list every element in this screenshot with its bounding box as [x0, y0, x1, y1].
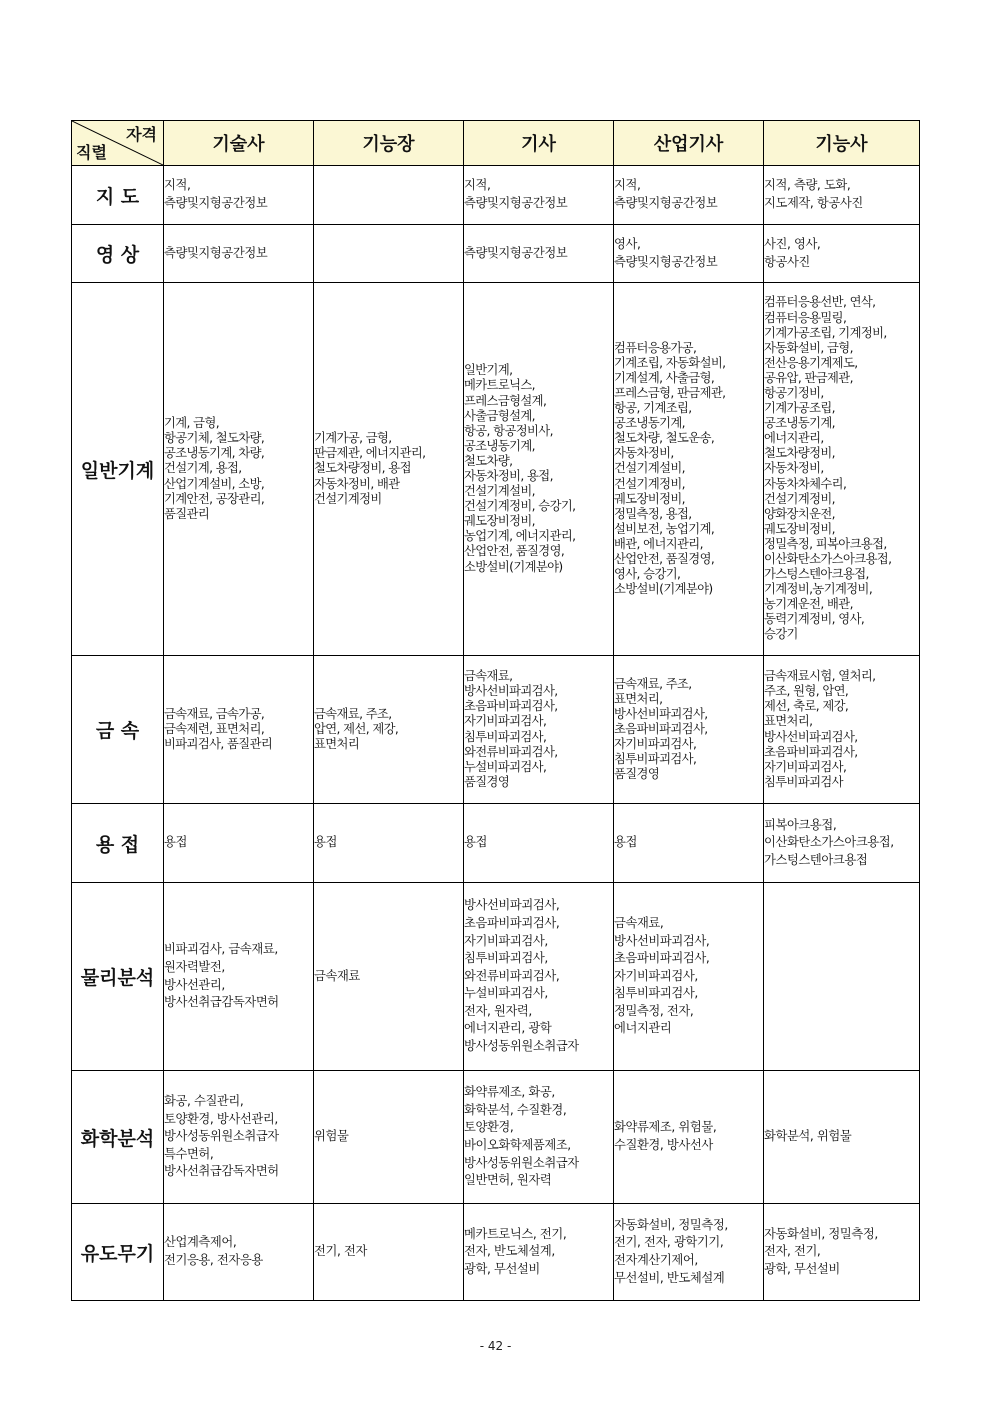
table-cell: 전기, 전자 — [314, 1204, 464, 1301]
corner-label-job-series: 직렬 — [76, 143, 107, 162]
table-cell: 화학분석, 위험물 — [764, 1071, 920, 1204]
table-cell: 메카트로닉스, 전기, 전자, 반도체설계, 광학, 무선설비 — [464, 1204, 614, 1301]
job-series-label: 지 도 — [72, 166, 164, 225]
table-row — [72, 166, 920, 225]
table-cell — [314, 225, 464, 283]
column-header: 기능사 — [764, 121, 920, 166]
table-cell: 피복아크용접, 이산화탄소가스아크용접, 가스텅스텐아크용접 — [764, 804, 920, 883]
table-cell — [314, 166, 464, 225]
table-cell: 비파괴검사, 금속재료, 원자력발전, 방사선관리, 방사선취급감독자면허 — [164, 883, 314, 1071]
table-cell: 자동화설비, 정밀측정, 전기, 전자, 광학기기, 전자계산기제어, 무선설비, 반도체설계 — [614, 1204, 764, 1301]
table-cell — [764, 883, 920, 1071]
column-header: 산업기사 — [614, 121, 764, 166]
table-cell: 금속재료, 방사선비파괴검사, 초음파비파괴검사, 자기비파괴검사, 침투비파괴검사, 정밀측정, 전자, 에너지관리 — [614, 883, 764, 1071]
table-cell: 금속재료, 금속가공, 금속제련, 표면처리, 비파괴검사, 품질관리 — [164, 656, 314, 804]
header-row — [72, 121, 920, 166]
table-cell: 금속재료, 주조, 압연, 제선, 제강, 표면처리 — [314, 656, 464, 804]
job-series-label: 화학분석 — [72, 1071, 164, 1204]
page-number: - 42 - — [479, 1339, 512, 1353]
table-cell: 금속재료, 방사선비파괴검사, 초음파비파괴검사, 자기비파괴검사, 침투비파괴검사, 와전류비파괴검사, 누설비파괴검사, 품질경영 — [464, 656, 614, 804]
column-header: 기술사 — [164, 121, 314, 166]
table-cell: 사진, 영사, 항공사진 — [764, 225, 920, 283]
table-cell: 기계가공, 금형, 판금제관, 에너지관리, 철도차량정비, 용접 자동차정비, 배관 건설기계정비 — [314, 283, 464, 656]
table-cell: 금속재료시험, 열처리, 주조, 원형, 압연, 제선, 축로, 제강, 표면처리, 방사선비파괴검사, 초음파비파괴검사, 자기비파괴검사, 침투비파괴검사 — [764, 656, 920, 804]
table-cell: 자동화설비, 정밀측정, 전자, 전기, 광학, 무선설비 — [764, 1204, 920, 1301]
table-cell: 기계, 금형, 항공기체, 철도차량, 공조냉동기계, 차량, 건설기계, 용접, 산업기계설비, 소방, 기계안전, 공장관리, 품질관리 — [164, 283, 314, 656]
table-cell: 방사선비파괴검사, 초음파비파괴검사, 자기비파괴검사, 침투비파괴검사, 와전류비파괴검사, 누설비파괴검사, 전자, 원자력, 에너지관리, 광학 방사성동위원소취급자 — [464, 883, 614, 1071]
table-cell: 화약류제조, 위험물, 수질환경, 방사선사 — [614, 1071, 764, 1204]
table-row — [72, 283, 920, 656]
table-row — [72, 883, 920, 1071]
column-header: 기능장 — [314, 121, 464, 166]
job-series-label: 일반기계 — [72, 283, 164, 656]
table-cell: 금속재료 — [314, 883, 464, 1071]
job-series-label: 영 상 — [72, 225, 164, 283]
table-cell: 컴퓨터응용선반, 연삭, 컴퓨터응용밀링, 기계가공조립, 기계정비, 자동화설비, 금형, 전산응용기계제도, 공유압, 판금제관, 항공기정비, 기계가공조립, 공조냉동기계, 에너지관리, 철도차량정비, 자동차정비, 자동차차체수리, 건설기계정비, 양화장치운전, 궤도장비정비, 정밀측정, 피복아크용접, 이산화탄소가스아크용접, 가스텅스텐아크용접, 기계정비,농기계정비, 농기계운전, 배관, 동력기계정비, 영사, 승강기 — [764, 283, 920, 656]
table-cell: 용접 — [314, 804, 464, 883]
table-cell: 측량및지형공간정보 — [464, 225, 614, 283]
table-row — [72, 804, 920, 883]
table-cell: 지적, 측량, 도화, 지도제작, 항공사진 — [764, 166, 920, 225]
table-cell: 일반기계, 메카트로닉스, 프레스금형설계, 사출금형설계, 항공, 항공정비사, 공조냉동기계, 철도차량, 자동차정비, 용접, 건설기계설비, 건설기계정비, 승강기, 궤도장비정비, 농업기계, 에너지관리, 산업안전, 품질경영, 소방설비(기계분야) — [464, 283, 614, 656]
table-cell: 지적, 측량및지형공간정보 — [164, 166, 314, 225]
column-header: 기사 — [464, 121, 614, 166]
table-cell: 용접 — [464, 804, 614, 883]
table-cell: 화공, 수질관리, 토양환경, 방사선관리, 방사성동위원소취급자 특수면허, 방사선취급감독자면허 — [164, 1071, 314, 1204]
job-series-label: 금 속 — [72, 656, 164, 804]
job-series-label: 유도무기 — [72, 1204, 164, 1301]
table-cell: 화약류제조, 화공, 화학분석, 수질환경, 토양환경, 바이오화학제품제조, 방사성동위원소취급자 일반면허, 원자력 — [464, 1071, 614, 1204]
corner-header — [72, 121, 164, 166]
table-cell: 지적, 측량및지형공간정보 — [614, 166, 764, 225]
table-row — [72, 1071, 920, 1204]
table-row — [72, 656, 920, 804]
table-row — [72, 225, 920, 283]
table-cell: 위험물 — [314, 1071, 464, 1204]
job-series-label: 물리분석 — [72, 883, 164, 1071]
table-cell: 측량및지형공간정보 — [164, 225, 314, 283]
job-series-label: 용 접 — [72, 804, 164, 883]
table-cell: 용접 — [164, 804, 314, 883]
table-cell: 지적, 측량및지형공간정보 — [464, 166, 614, 225]
table-cell: 컴퓨터응용가공, 기계조립, 자동화설비, 기계설계, 사출금형, 프레스금형, 판금제관, 항공, 기계조립, 공조냉동기계, 철도차량, 철도운송, 자동차정비, 건설기계설비, 건설기계정비, 궤도장비정비, 정밀측정, 용접, 설비보전, 농업기계, 배관, 에너지관리, 산업안전, 품질경영, 영사, 승강기, 소방설비(기계분야) — [614, 283, 764, 656]
qualification-table — [71, 120, 920, 1301]
table-cell: 영사, 측량및지형공간정보 — [614, 225, 764, 283]
corner-label-qualification: 자격 — [126, 125, 157, 144]
table-cell: 금속재료, 주조, 표면처리, 방사선비파괴검사, 초음파비파괴검사, 자기비파괴검사, 침투비파괴검사, 품질경영 — [614, 656, 764, 804]
table-row — [72, 1204, 920, 1301]
table-cell: 용접 — [614, 804, 764, 883]
table-cell: 산업계측제어, 전기응용, 전자응용 — [164, 1204, 314, 1301]
